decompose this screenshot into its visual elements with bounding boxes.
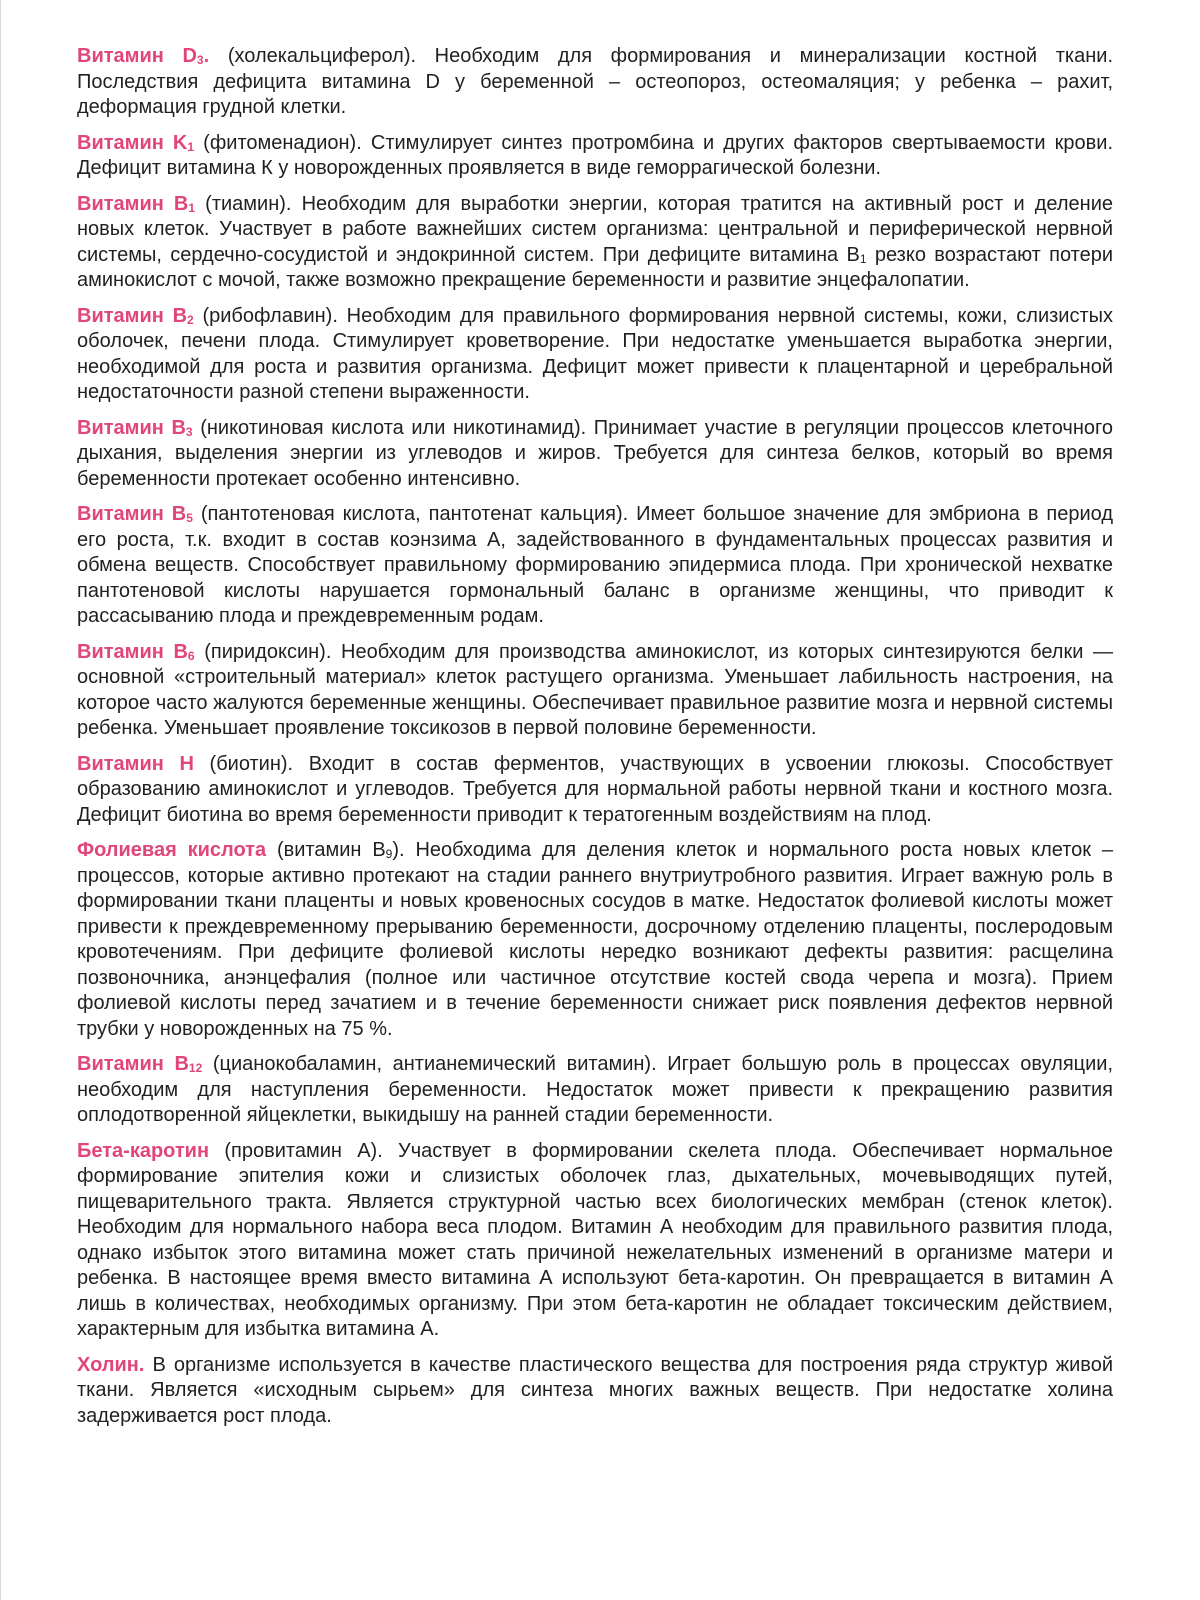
term-label: Витамин B <box>77 304 188 327</box>
term-label: Витамин B <box>77 503 187 525</box>
entry-text: (цианокобаламин, антианемический витамин). Играет большую роль в процессах овуляции, необходим для наступления беременности. Недостаток может привести к прекращению развития оплодотворенной яйцеклетки, выкидышу на ранней стадии беременности. <box>77 1053 1114 1126</box>
entry-text: (биотин). Входит в состав ферментов, участвующих в усвоении глюкозы. Способствует образованию аминокислот и углеводов. Требуется для нормальной работы нервной ткани и костного мозга. Дефицит биотина во время беременности приводит к тератогенным воздействиям на плод. <box>77 752 1114 826</box>
entry-term <box>77 753 194 775</box>
entry-vitamin-h <box>77 752 1113 829</box>
entry-text: В организме используется в качестве пластического вещества для построения ряда структур живой ткани. Является «исходным сырьем» для синтеза многих важных веществ. При недостатке холина задерживается рост плода. <box>77 1353 1113 1427</box>
entry-term <box>77 305 194 327</box>
term-subscript: 6 <box>187 648 195 663</box>
vitamin-list <box>77 44 1113 1439</box>
entry-vitamin-b12 <box>77 1052 1113 1129</box>
text-subscript: 9 <box>385 847 393 861</box>
entry-vitamin-b3 <box>77 416 1113 493</box>
entry-term <box>77 417 193 439</box>
entry-text: (тиамин). Необходим для выработки энергии, которая тратится на активный рост и деление новых клеток. Участвует в работе важнейших систем организма: центральной и периферической нервной системы, сердечно-сосудистой и эндокринной систем. При дефиците витамина B <box>77 192 1113 266</box>
term-subscript: 1 <box>188 200 196 215</box>
text-subscript: 1 <box>859 251 867 266</box>
term-label: Витамин B <box>77 1053 189 1075</box>
term-subscript: 1 <box>187 139 195 154</box>
entry-text: (витамин B <box>266 839 386 861</box>
term-label: Витамин D <box>77 45 197 67</box>
entry-choline <box>77 1353 1113 1430</box>
entry-beta-carotene <box>77 1139 1113 1343</box>
term-label: Витамин H <box>77 752 194 775</box>
term-subscript: 3 <box>196 53 204 67</box>
entry-text: (провитамин А). Участвует в формировании скелета плода. Обеспечивает нормальное формирование эпителия кожи и слизистых оболочек глаз, дыхательных, мочевыводящих путей, пищеварительного тракта. Является структурной частью всех биологических мембран (стенок клеток). Необходим для нормального набора веса плодом. Витамин А необходим для правильного развития плода, однако избыток этого витамина может стать причиной нежелательных изменений в организме матери и ребенка. В настоящее время вместо витамина А используют бета-каротин. Он превращается в витамин А лишь в количествах, необходимых организму. При этом бета-каротин не обладает токсическим действием, характерным для избытка витамина А. <box>77 1139 1113 1340</box>
term-label: Витамин B <box>77 192 189 215</box>
entry-text-continued: резко возрастают потери аминокислот с мочой, также возможно прекращение беременности и развитие энцефалопатии. <box>77 243 1114 291</box>
entry-text-continued: ). Необходима для деления клеток и нормального роста новых клеток – процессов, которые активно протекают на стадии раннего внутриутробного развития. Играет важную роль в формировании ткани плаценты и новых кровеносных сосудов в матке. Недостаток фолиевой кислоты может привести к преждевременному прерыванию беременности, досрочному отделению плаценты, послеродовым кровотечениям. При дефиците фолиевой кислоты нередко возникают дефекты развития: расщелина позвоночника, анэнцефалия (полное или частичное отсутствие костей свода черепа и мозга). Прием фолиевой кислоты перед зачатием и в течение беременности снижает риск появления дефектов нервной трубки у новорожденных на 75 %. <box>77 839 1113 1040</box>
entry-text: (пантотеновая кислота, пантотенат кальция). Имеет большое значение для эмбриона в период его роста, т.к. входит в состав коэнзима А, задействованного в фундаментальных процессах развития и обмена веществ. Способствует правильному формированию эпидермиса плода. При хронической нехватке пантотеновой кислоты нарушается гормональный баланс в организме женщины, что приводит к рассасыванию плода и преждевременным родам. <box>77 503 1114 627</box>
term-label: Витамин K <box>77 131 188 154</box>
entry-folic-acid <box>77 838 1113 1042</box>
entry-term <box>77 1354 144 1376</box>
entry-vitamin-b2 <box>77 304 1113 406</box>
entry-term <box>77 193 195 215</box>
term-subscript: 12 <box>188 1061 203 1075</box>
entry-term <box>77 839 266 861</box>
entry-vitamin-b6 <box>77 640 1113 742</box>
entry-vitamin-d3 <box>77 44 1113 121</box>
entry-text: (фитоменадион). Стимулирует синтез протромбина и других факторов свертываемости крови. Дефицит витамина К у новорожденных проявляется в виде геморрагической болезни. <box>77 131 1113 179</box>
entry-vitamin-k1 <box>77 131 1113 182</box>
term-label: Холин. <box>77 1353 145 1376</box>
entry-text: (рибофлавин). Необходим для правильного формирования нервной системы, кожи, слизистых оболочек, печени плода. Стимулирует кроветворение. При недостатке уменьшается выработка энергии, необходимой для роста и развития организма. Дефицит может привести к плацентарной и церебральной недостаточности разной степени выраженности. <box>77 304 1114 403</box>
term-subscript: 5 <box>186 511 193 525</box>
entry-term <box>77 132 194 154</box>
term-suffix: . <box>203 45 210 67</box>
entry-text: (пиридоксин). Необходим для производства аминокислот, из которых синтезируются белки — основной «строительный материал» клеток растущего организма. Уменьшает лабильность настроения, на которое часто жалуются беременные женщины. Обеспечивает правильное развитие мозга и нервной системы ребенка. Уменьшает проявление токсикозов в первой половине беременности. <box>77 640 1114 739</box>
entry-term <box>77 45 209 67</box>
entry-term <box>77 1140 209 1162</box>
entry-term <box>77 1053 202 1075</box>
entry-text: (никотиновая кислота или никотинамид). Принимает участие в регуляции процессов клеточного дыхания, выделения энергии из углеводов и жиров. Требуется для синтеза белков, который во время беременности протекает особенно интенсивно. <box>77 416 1113 490</box>
term-label: Витамин B <box>77 416 186 439</box>
term-label: Витамин B <box>77 640 188 663</box>
entry-vitamin-b5 <box>77 502 1113 630</box>
term-subscript: 3 <box>185 424 193 439</box>
entry-term <box>77 641 195 663</box>
term-label: Фолиевая кислота <box>77 839 267 861</box>
entry-vitamin-b1 <box>77 192 1113 294</box>
entry-term <box>77 503 193 525</box>
term-subscript: 2 <box>187 312 194 327</box>
entry-text: (холекальциферол). Необходим для формирования и минерализации костной ткани. Последствия дефицита витамина D у беременной – остеопороз, остеомаляция; у ребенка – рахит, деформация грудной клетки. <box>77 45 1113 118</box>
term-label: Бета-каротин <box>77 1139 210 1162</box>
